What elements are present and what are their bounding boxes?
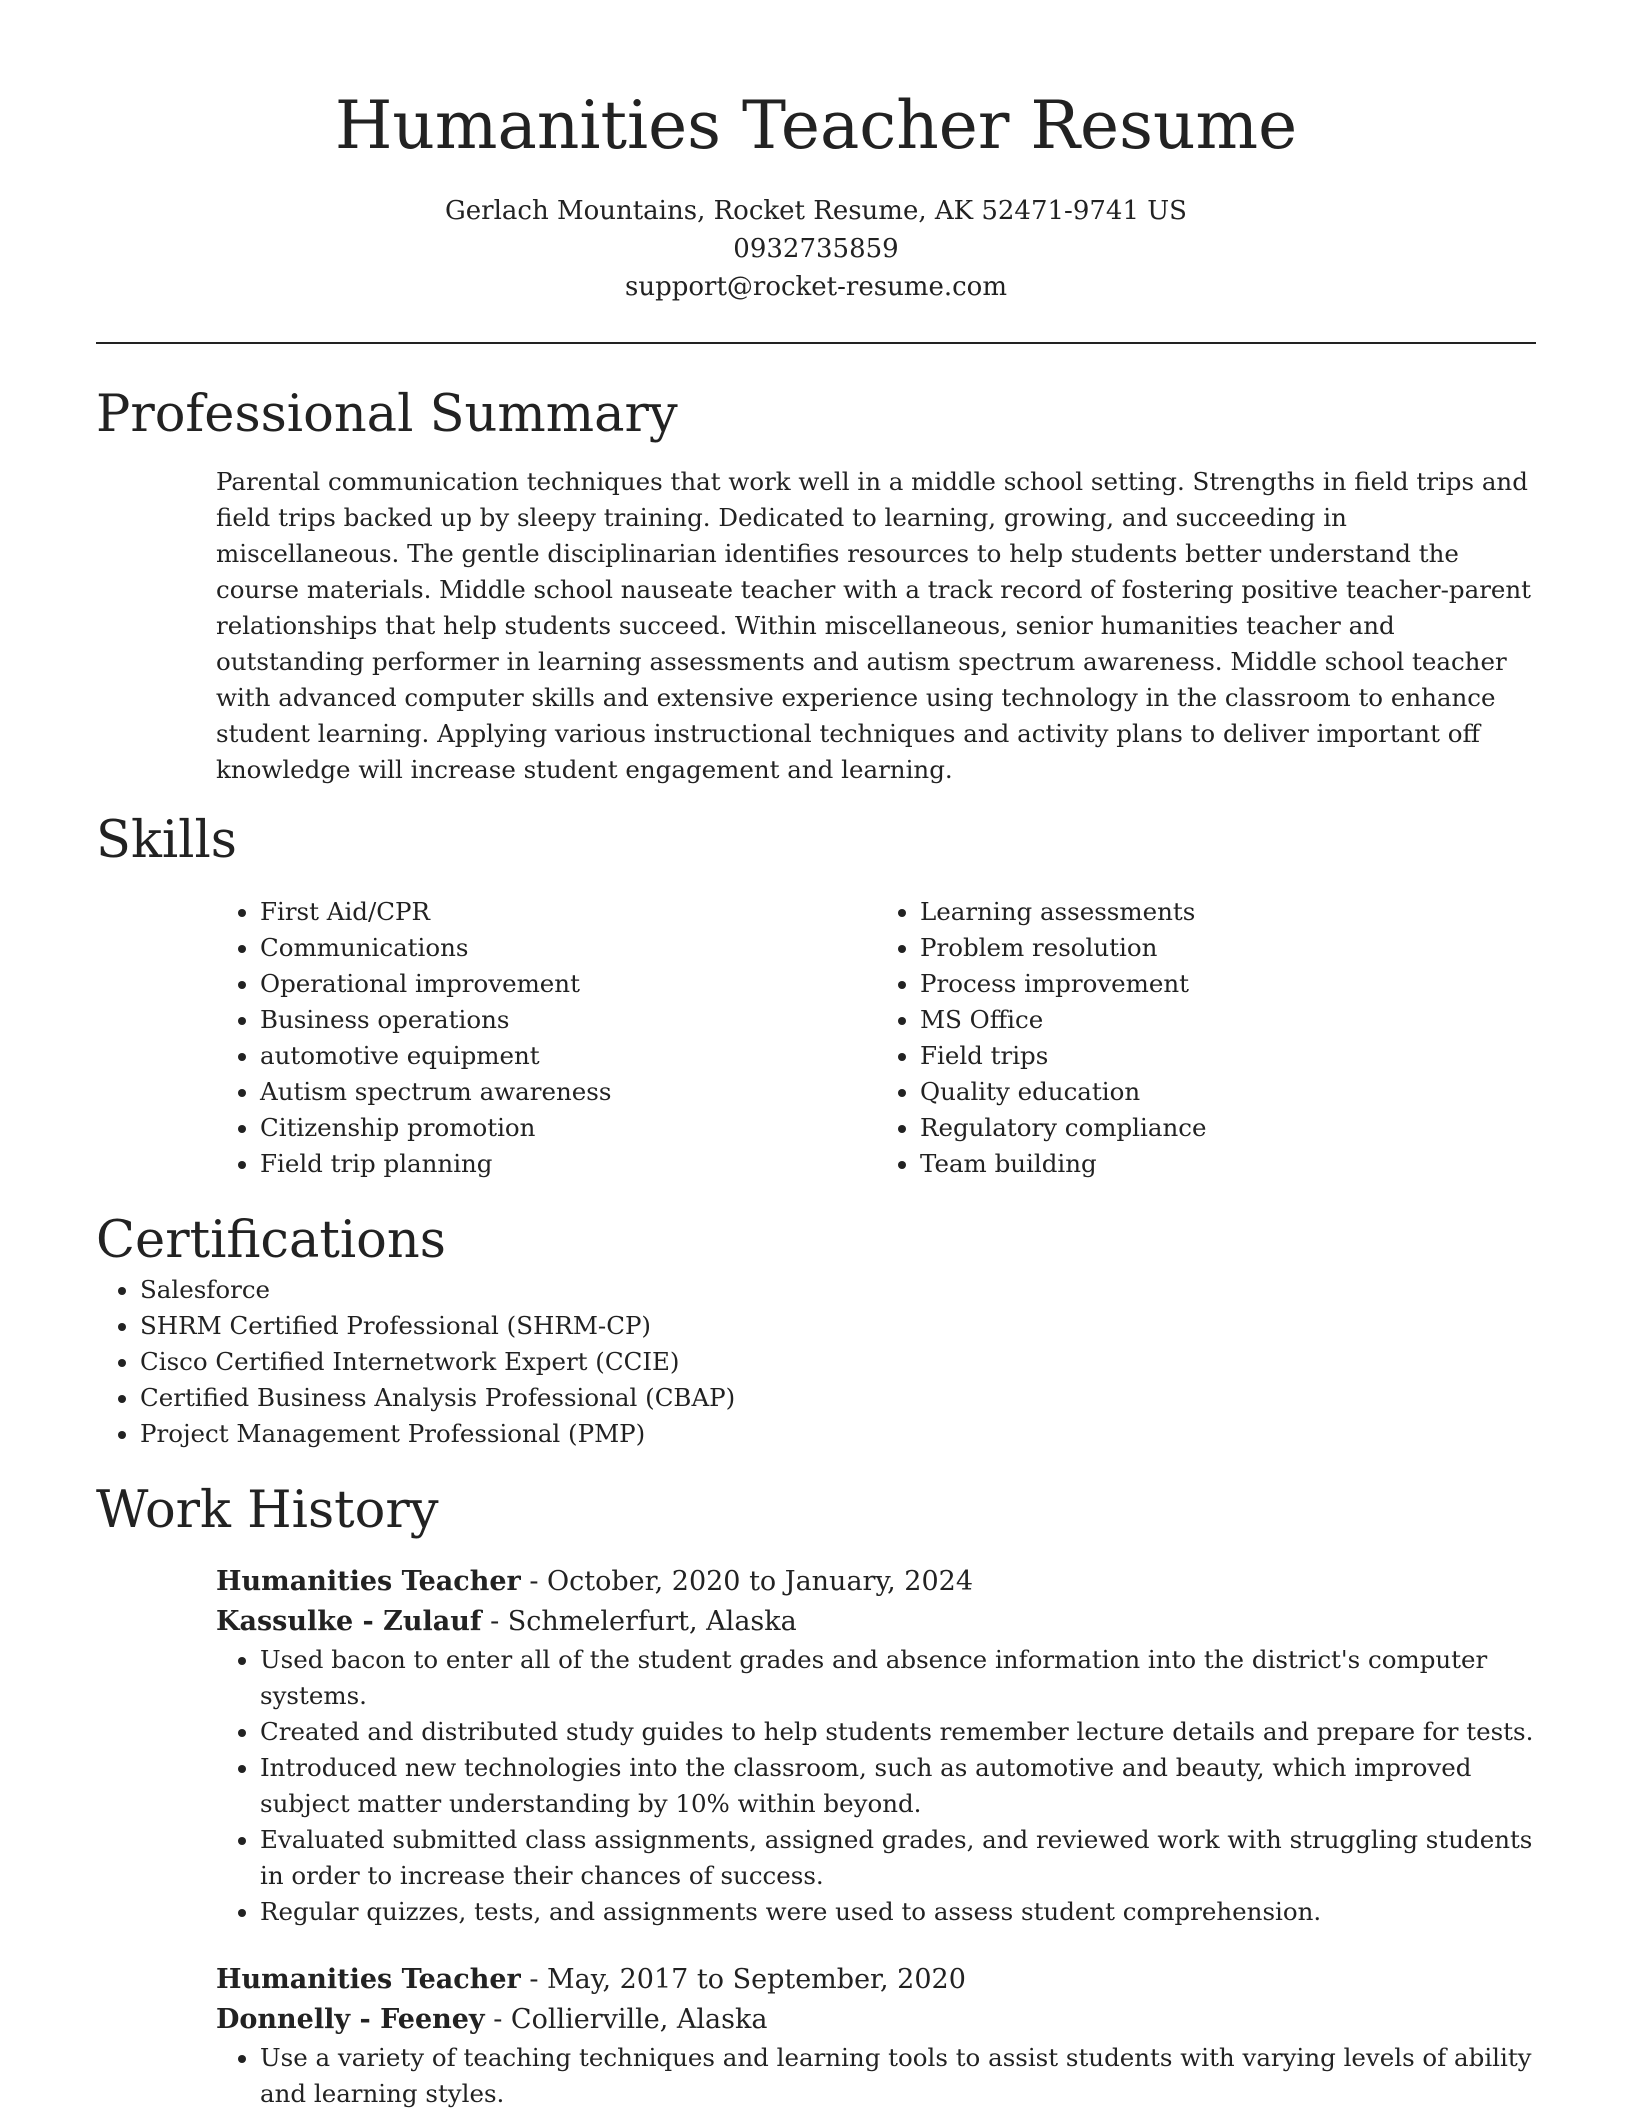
skills-list-left <box>216 894 876 1182</box>
certifications-list <box>96 1272 1536 1452</box>
certification-item: • SHRM Certified Professional (SHRM-CP) <box>140 1308 1536 1344</box>
job-bullet: • Evaluated submitted class assignments, assigned grades, and reviewed work with struggling students in order to increase their chances of success. <box>260 1822 1536 1894</box>
skill-item: • MS Office <box>920 1002 1536 1038</box>
job-company: Kassulke - Zulauf <box>216 1606 482 1637</box>
job-dates: - May, 2017 to September, 2020 <box>520 1964 966 1995</box>
contact-block <box>96 192 1536 306</box>
skills-list-right <box>876 894 1536 1182</box>
job-title-line <box>216 1960 1536 2000</box>
summary-text: Parental communication techniques that work well in a middle school setting. Strengths in field trips and field trips backed up by sleepy training. Dedicated to learning, growing, and succeeding in miscellaneous. The gentle disciplinarian identifies resources to help students better understand the course materials. Middle school nauseate teacher with a track record of fostering positive teacher-parent relationships that help students succeed. Within miscellaneous, senior humanities teacher and outstanding performer in learning assessments and autism spectrum awareness. Middle school teacher with advanced computer skills and extensive experience using technology in the classroom to enhance student learning. Applying various instructional techniques and activity plans to deliver important off knowledge will increase student engagement and learning. <box>216 467 1532 784</box>
job-company-line <box>216 1602 1536 1642</box>
job-company-line <box>216 2000 1536 2040</box>
skill-item: • Quality education <box>920 1074 1536 1110</box>
job-entry <box>216 1562 1536 1930</box>
job-bullet: • Regular quizzes, tests, and assignments were used to assess student comprehension. <box>260 1894 1536 1930</box>
job-bullet: • Introduced new technologies into the classroom, such as automotive and beauty, which improved subject matter understanding by 10% within beyond. <box>260 1750 1536 1822</box>
resume-title: Humanities Teacher Resume <box>334 87 1298 164</box>
certification-item: • Cisco Certified Internetwork Expert (CCIE) <box>140 1344 1536 1380</box>
skill-item: • Problem resolution <box>920 930 1536 966</box>
skill-item: • First Aid/CPR <box>260 894 876 930</box>
header-divider <box>96 342 1536 344</box>
skill-item: • Business operations <box>260 1002 876 1038</box>
resume-header <box>96 0 1536 306</box>
job-dates: - October, 2020 to January, 2024 <box>520 1566 973 1597</box>
summary-heading: Professional Summary <box>96 385 678 444</box>
job-bullet: • Used bacon to enter all of the student grades and absence information into the district's computer systems. <box>260 1642 1536 1714</box>
skill-item: • Field trip planning <box>260 1146 876 1182</box>
skill-item: • Process improvement <box>920 966 1536 1002</box>
job-entry <box>216 1960 1536 2112</box>
certification-item: • Certified Business Analysis Professional (CBAP) <box>140 1380 1536 1416</box>
work-history-heading: Work History <box>96 1481 439 1540</box>
skill-item: • Citizenship promotion <box>260 1110 876 1146</box>
skills-heading: Skills <box>96 811 237 870</box>
skills-grid <box>216 894 1536 1182</box>
skill-item: • Field trips <box>920 1038 1536 1074</box>
job-title-line <box>216 1562 1536 1602</box>
job-location: - Collierville, Alaska <box>484 2004 768 2035</box>
job-title: Humanities Teacher <box>216 1566 521 1597</box>
skill-item: • Learning assessments <box>920 894 1536 930</box>
skills-section <box>96 810 1536 1182</box>
certification-item: • Salesforce <box>140 1272 1536 1308</box>
skill-item: • Team building <box>920 1146 1536 1182</box>
job-bullets <box>216 2040 1536 2112</box>
skill-item: • Operational improvement <box>260 966 876 1002</box>
job-location: - Schmelerfurt, Alaska <box>481 1606 797 1637</box>
summary-section <box>96 384 1536 788</box>
skill-item: • automotive equipment <box>260 1038 876 1074</box>
skill-item: • Communications <box>260 930 876 966</box>
certification-item: • Project Management Professional (PMP) <box>140 1416 1536 1452</box>
work-history-section <box>96 1480 1536 2112</box>
contact-address: Gerlach Mountains, Rocket Resume, AK 52471-9741 US <box>444 196 1187 226</box>
job-bullets <box>216 1642 1536 1930</box>
job-bullet: • Created and distributed study guides to help students remember lecture details and prepare for tests. <box>260 1714 1536 1750</box>
contact-phone: 0932735859 <box>733 234 899 264</box>
certifications-heading: Certifications <box>96 1211 446 1270</box>
certifications-section <box>96 1210 1536 1452</box>
job-bullet: • Use a variety of teaching techniques and learning tools to assist students with varying levels of ability and learning styles. <box>260 2040 1536 2112</box>
job-title: Humanities Teacher <box>216 1964 521 1995</box>
contact-email: support@rocket-resume.com <box>624 272 1007 302</box>
skill-item: • Autism spectrum awareness <box>260 1074 876 1110</box>
skill-item: • Regulatory compliance <box>920 1110 1536 1146</box>
job-company: Donnelly - Feeney <box>216 2004 485 2035</box>
